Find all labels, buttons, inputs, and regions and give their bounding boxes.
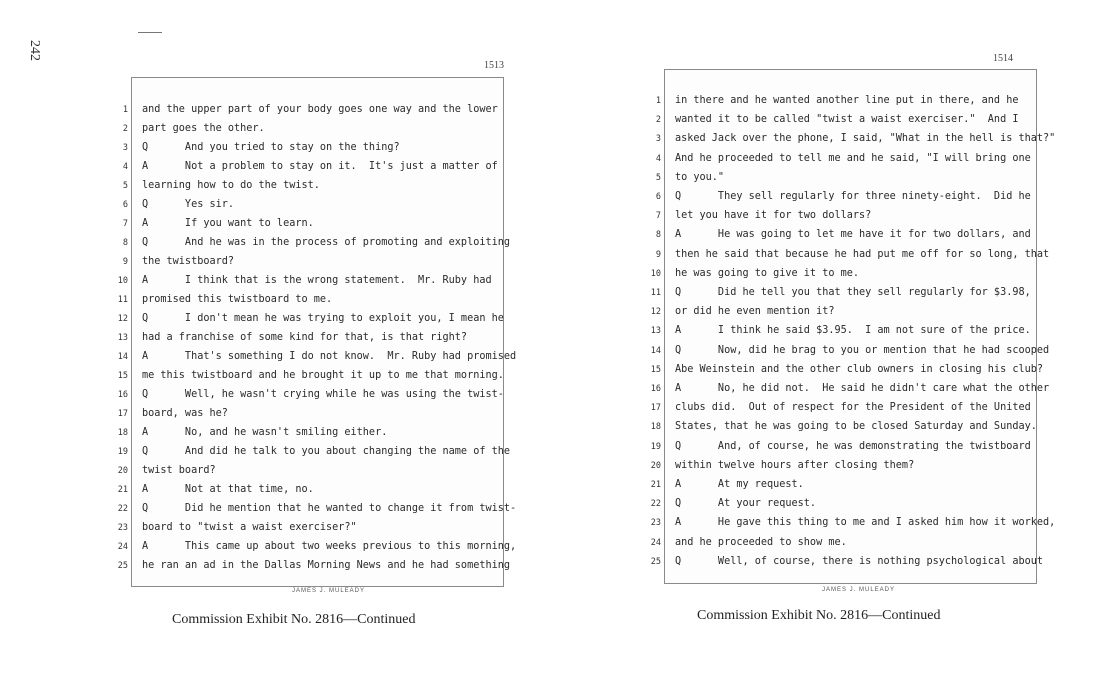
line-number: 11 [650,288,661,298]
transcript-line [117,538,517,556]
line-text: the twistboard? [142,256,235,267]
line-number: 2 [122,124,128,134]
transcript-line [117,329,503,347]
line-number: 15 [117,371,128,381]
line-number: 11 [117,295,128,305]
transcript-line [650,342,1050,360]
line-number: 8 [655,230,661,241]
line-number: 24 [650,537,661,548]
transcript-line [650,534,1036,552]
line-text: Q And, of course, he was demonstrating the twistboard [675,440,1031,452]
line-text: Q And did he talk to you about changing the name of the [142,446,511,457]
transcript-line [117,367,504,385]
line-text: clubs did. Out of respect for the President of the United [675,402,1031,414]
line-number: 18 [117,428,128,438]
line-number: 7 [655,211,661,222]
line-number: 5 [122,181,128,191]
transcript-line [650,553,1044,571]
line-text: then he said that because he had put me off for so long, that [675,248,1050,260]
transcript-line [655,188,1036,206]
line-text: Q Did he tell you that they sell regularly for $3.98, [675,287,1031,298]
line-number: 13 [117,333,128,343]
line-text: board to "twist a waist exerciser?" [142,522,357,533]
line-number: 12 [650,307,661,318]
transcript-line [117,291,503,309]
line-text: Q Now, did he brag to you or mention that he had scooped [675,344,1050,356]
line-text: Q At your request. [675,498,817,510]
transcript-line [650,438,1036,456]
line-number: 2 [655,115,661,126]
line-number: 7 [122,219,128,229]
line-number: 17 [117,409,128,419]
line-text: A If you want to learn. [142,218,314,229]
line-text: board, was he? [142,408,228,419]
transcript-line [117,310,504,328]
line-number: 22 [650,499,661,510]
line-text: Q Did he mention that he wanted to change it from twist- [142,503,517,514]
line-text: or did he even mention it? [675,306,835,318]
line-text: twist board? [142,465,216,476]
line-text: A That's something I do not know. Mr. Ruby had promised [142,351,517,362]
transcript-line [122,177,503,195]
line-number: 9 [122,257,128,267]
line-number: 21 [650,480,661,490]
line-number: 16 [650,384,661,394]
transcript-line [122,139,503,157]
line-number: 14 [117,352,128,362]
line-text: A This came up about two weeks previous to this morning, [142,541,517,552]
line-number: 6 [655,192,661,202]
transcript-line [650,322,1036,340]
line-text: let you have it for two dollars? [675,210,872,222]
line-number: 5 [655,172,661,183]
line-number: 12 [117,314,128,324]
side-page-number: 242 [27,40,42,61]
line-number: 4 [122,162,128,172]
line-number: 20 [117,466,128,476]
right-caption: Commission Exhibit No. 2816—Continued [697,608,941,623]
transcript-line [122,101,503,119]
line-text: A No, he did not. He said he didn't care what the other [675,383,1050,394]
transcript-line [117,557,511,575]
line-text: promised this twistboard to me. [142,294,333,305]
line-text: wanted it to be called "twist a waist exerciser." And I [675,114,1019,126]
line-number: 23 [650,518,661,529]
line-number: 13 [650,326,661,337]
transcript-line [650,361,1044,379]
transcript-line [117,443,511,461]
line-text: and the upper part of your body goes one way and the lower [142,104,498,115]
transcript-line [650,303,1036,321]
transcript-line [655,246,1050,264]
line-number: 9 [655,249,661,260]
transcript-line [650,284,1036,302]
transcript-line [655,207,1036,225]
left-page-footer: JAMES J. MULEADY [292,588,366,594]
line-number: 22 [117,504,128,514]
transcript-line [650,380,1050,398]
line-text: and he proceeded to show me. [675,536,847,548]
line-number: 25 [117,561,128,571]
line-number: 18 [650,422,661,433]
transcript-line [650,265,1036,283]
line-number: 15 [650,364,661,375]
line-text: States, that he was going to be closed Saturday and Sunday. [675,421,1037,433]
transcript-line [655,130,1056,148]
line-number: 1 [655,96,661,106]
transcript-line [117,272,503,290]
line-text: he was going to give it to me. [675,267,860,279]
line-number: 17 [650,403,661,414]
transcript-line [650,514,1056,532]
line-text: Q And you tried to stay on the thing? [142,142,400,153]
transcript-line [117,386,504,404]
transcript-line [117,348,517,366]
line-text: A Not a problem to stay on it. It's just a matter of [142,161,498,172]
line-number: 25 [650,556,661,567]
line-number: 16 [117,390,128,400]
line-number: 3 [655,134,661,145]
transcript-line [122,120,503,138]
transcript-line [655,92,1036,110]
transcript-line [655,150,1036,168]
line-text: he ran an ad in the Dallas Morning News and he had something [142,560,511,571]
line-text: And he proceeded to tell me and he said, "I will bring one [675,152,1031,164]
line-text: A I think that is the wrong statement. Mr. Ruby had [142,275,492,286]
line-number: 3 [122,143,128,153]
transcript-line [650,418,1037,436]
margin-mark [138,32,162,33]
transcript-line [117,519,503,537]
line-text: A At my request. [675,479,804,490]
line-number: 14 [650,345,661,356]
right-page-number: 1514 [993,53,1013,64]
line-text: Q Yes sir. [142,199,235,210]
line-number: 19 [117,447,128,457]
transcript-line [655,111,1036,129]
line-number: 4 [655,153,661,164]
line-text: A He gave this thing to me and I asked him how it worked, [675,517,1056,529]
line-text: to you." [675,171,725,183]
line-text: in there and he wanted another line put in there, and he [675,95,1019,106]
transcript-line [117,500,517,518]
line-text: had a franchise of some kind for that, is that right? [142,332,468,343]
line-text: Q Well, of course, there is nothing psychological about [675,555,1044,567]
line-text: Q And he was in the process of promoting and exploiting [142,237,511,248]
line-text: A He was going to let me have it for two dollars, and [675,229,1031,241]
line-number: 10 [117,276,128,286]
line-text: A No, and he wasn't smiling either. [142,427,388,438]
transcript-line [117,424,503,442]
transcript-line [650,457,1036,475]
transcript-line [655,226,1036,244]
line-text: me this twistboard and he brought it up to me that morning. [142,370,504,381]
transcript-line [117,481,503,499]
line-number: 10 [650,268,661,279]
line-number: 1 [122,105,128,115]
line-text: Q Well, he wasn't crying while he was using the twist- [142,389,504,400]
transcript-line [117,462,503,480]
line-number: 23 [117,523,128,533]
left-transcript-page [117,77,517,587]
transcript-line [122,158,503,176]
line-text: Q I don't mean he was trying to exploit you, I mean he [142,313,504,324]
line-number: 21 [117,485,128,495]
right-transcript-page [650,69,1056,584]
transcript-line [117,405,503,423]
line-text: Abe Weinstein and the other club owners in closing his club? [675,363,1044,375]
transcript-line [650,495,1036,513]
line-number: 24 [117,542,128,552]
transcript-line [122,196,503,214]
line-text: A Not at that time, no. [142,484,314,495]
line-number: 6 [122,200,128,210]
line-text: Q They sell regularly for three ninety-eight. Did he [675,191,1031,202]
transcript-line [122,253,503,271]
line-text: A I think he said $3.95. I am not sure of the price. [675,325,1031,337]
line-text: learning how to do the twist. [142,180,320,191]
line-number: 8 [122,238,128,248]
transcript-line [122,234,511,252]
line-text: within twelve hours after closing them? [675,459,915,471]
line-number: 19 [650,441,661,452]
right-page-footer: JAMES J. MULEADY [822,587,896,593]
transcript-line [650,476,1036,494]
line-text: part goes the other. [142,123,265,134]
line-text: asked Jack over the phone, I said, "What in the hell is that?" [675,133,1056,145]
line-number: 20 [650,460,661,471]
transcript-line [655,169,1036,187]
transcript-line [650,399,1036,417]
left-page-number: 1513 [484,60,504,71]
left-caption: Commission Exhibit No. 2816—Continued [172,612,416,627]
transcript-line [122,215,503,233]
